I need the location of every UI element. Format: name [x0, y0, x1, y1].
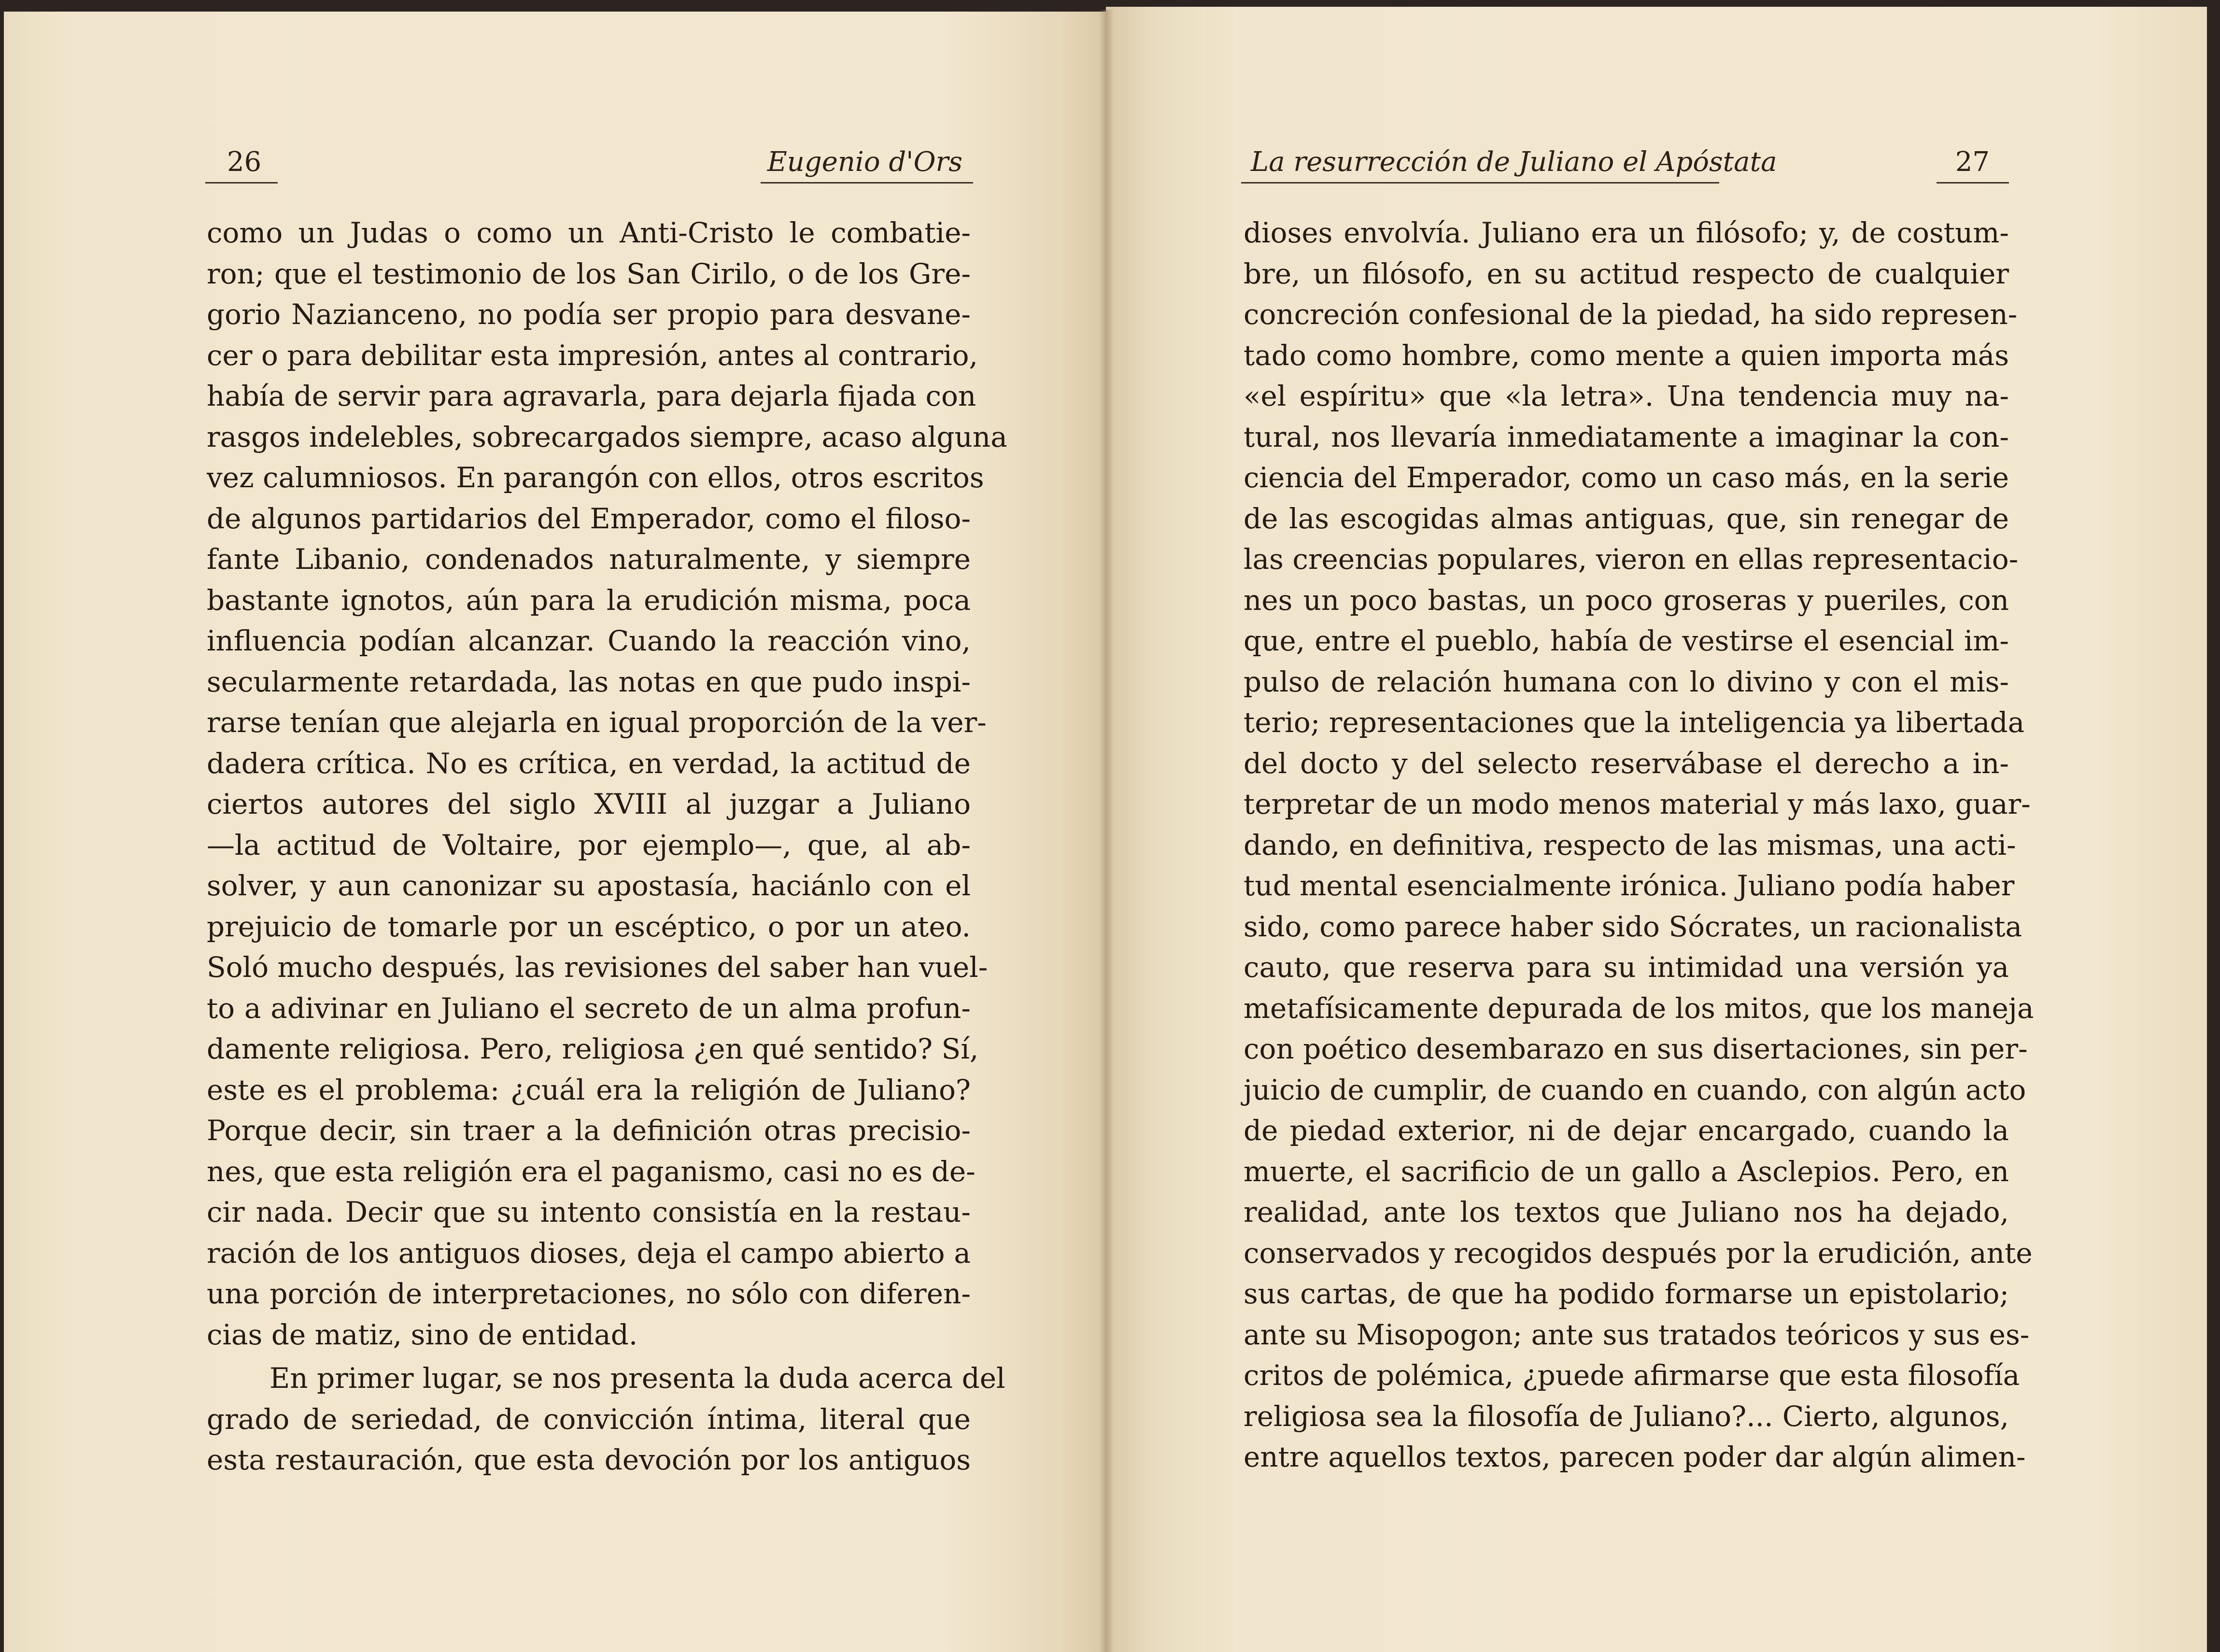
text-line: gorio Nazianceno, no podía ser propio para desvane- [207, 298, 971, 331]
text-line: En primer lugar, se nos presenta la duda acerca del [269, 1362, 1005, 1395]
text-line: metafísicamente depurada de los mitos, que los maneja [1244, 991, 2034, 1025]
book-gutter [1099, 10, 1114, 1652]
text-line: como un Judas o como un Anti-Cristo le combatie- [207, 216, 971, 249]
text-line: tural, nos llevaría inmediatamente a imaginar la con- [1244, 420, 2009, 453]
paragraph [1244, 212, 2034, 1478]
text-line: —la actitud de Voltaire, por ejemplo—, que, al ab- [207, 828, 971, 861]
text-line: este es el problema: ¿cuál era la religión de Juliano? [207, 1073, 971, 1106]
text-line: cer o para debilitar esta impresión, antes al contrario, [207, 339, 978, 372]
page-number-rule-right [1937, 182, 2009, 184]
text-line: ciertos autores del siglo XVIII al juzgar a Juliano [207, 788, 971, 820]
text-line: concreción confesional de la piedad, ha sido represen- [1244, 298, 2018, 331]
text-line: sido, como parece haber sido Sócrates, un racionalista [1244, 910, 2022, 943]
text-line: solver, y aun canonizar su apostasía, haciánlo con el [207, 869, 971, 902]
text-line: grado de seriedad, de convicción íntima, literal que [207, 1402, 971, 1436]
text-line: rasgos indelebles, sobrecargados siempre, acaso alguna [207, 420, 1007, 453]
text-line: una porción de interpretaciones, no sólo con diferen- [207, 1277, 971, 1310]
text-line: damente religiosa. Pero, religiosa ¿en qué sentido? Sí, [207, 1032, 979, 1065]
text-line: dando, en definitiva, respecto de las mismas, una acti- [1244, 828, 2016, 861]
text-line: prejuicio de tomarle por un escéptico, o por un ateo. [207, 910, 971, 943]
text-line: fante Libanio, condenados naturalmente, y siempre [207, 543, 971, 576]
text-line: critos de polémica, ¿puede afirmarse que esta filosofía [1244, 1359, 2020, 1392]
text-line: dadera crítica. No es crítica, en verdad, la actitud de [207, 747, 971, 780]
text-line: juicio de cumplir, de cuando en cuando, con algún acto [1244, 1073, 2026, 1106]
text-line: de piedad exterior, ni de dejar encargado, cuando la [1244, 1114, 2009, 1147]
text-line: de algunos partidarios del Emperador, como el filoso- [207, 502, 971, 535]
text-line: tado como hombre, como mente a quien importa más [1244, 339, 2009, 372]
text-line: nes un poco bastas, un poco groseras y pueriles, con [1244, 583, 2009, 617]
text-line: bastante ignotos, aún para la erudición misma, poca [207, 583, 971, 617]
running-head-right: La resurrección de Juliano el Apóstata [1251, 146, 1777, 178]
page-number-right: 27 [1955, 146, 1990, 178]
text-line: cauto, que reserva para su intimidad una versión ya [1244, 951, 2009, 984]
text-line: nes, que esta religión era el paganismo, casi no es de- [207, 1155, 976, 1188]
text-line: to a adivinar en Juliano el secreto de un alma profun- [207, 991, 971, 1025]
text-line: tud mental esencialmente irónica. Juliano podía haber [1244, 869, 2015, 902]
right-page-header [1241, 146, 2009, 184]
text-line: ron; que el testimonio de los San Cirilo, o de los Gre- [207, 257, 971, 290]
paragraph [207, 1358, 1005, 1481]
text-line: secularmente retardada, las notas en que pudo inspi- [207, 665, 971, 698]
text-line: que, entre el pueblo, había de vestirse el esencial im- [1244, 624, 2009, 657]
text-line: había de servir para agravarla, para dejarla fijada con [207, 380, 976, 412]
text-line: terpretar de un modo menos material y más laxo, guar- [1244, 788, 2031, 820]
text-line: muerte, el sacrificio de un gallo a Asclepios. Pero, en [1244, 1155, 2009, 1188]
text-line: de las escogidas almas antiguas, que, sin renegar de [1244, 502, 2009, 535]
text-line: rarse tenían que alejarla en igual proporción de la ver- [207, 706, 987, 739]
running-head-rule-left [761, 182, 973, 184]
text-line: cias de matiz, sino de entidad. [207, 1318, 638, 1351]
text-line: entre aquellos textos, parecen poder dar algún alimen- [1244, 1440, 2026, 1473]
text-line: sus cartas, de que ha podido formarse un epistolario; [1244, 1277, 2009, 1310]
text-line: dioses envolvía. Juliano era un filósofo; y, de costum- [1244, 216, 2009, 249]
text-line: «el espíritu» que «la letra». Una tendencia muy na- [1244, 380, 2009, 412]
text-line: religiosa sea la filosofía de Juliano?... Cierto, algunos, [1244, 1399, 2009, 1433]
left-page-body [207, 212, 1007, 1481]
text-line: ciencia del Emperador, como un caso más, en la serie [1244, 461, 2009, 494]
paragraph [207, 212, 1007, 1355]
text-line: con poético desembarazo en sus disertaciones, sin per- [1244, 1032, 2028, 1065]
text-line: esta restauración, que esta devoción por los antiguos [207, 1443, 971, 1476]
running-head-rule-right [1241, 182, 1719, 184]
text-line: influencia podían alcanzar. Cuando la reacción vino, [207, 624, 971, 657]
text-line: bre, un filósofo, en su actitud respecto de cualquier [1244, 257, 2009, 290]
text-line: cir nada. Decir que su intento consistía en la restau- [207, 1196, 971, 1228]
text-line: ración de los antiguos dioses, deja el campo abierto a [207, 1236, 971, 1270]
text-line: Porque decir, sin traer a la definición otras precisio- [207, 1114, 971, 1147]
text-line: Soló mucho después, las revisiones del saber han vuel- [207, 951, 988, 984]
text-line: ante su Misopogon; ante sus tratados teóricos y sus es- [1244, 1318, 2030, 1351]
text-line: las creencias populares, vieron en ellas representacio- [1244, 543, 2019, 576]
text-line: terio; representaciones que la inteligencia ya libertada [1244, 706, 2025, 739]
page-number-rule-left [205, 182, 278, 184]
text-line: realidad, ante los textos que Juliano nos ha dejado, [1244, 1196, 2009, 1228]
page-number-left: 26 [227, 146, 262, 178]
text-line: pulso de relación humana con lo divino y con el mis- [1244, 665, 2009, 698]
text-line: del docto y del selecto reservábase el derecho a in- [1244, 747, 2009, 780]
left-page-header [205, 146, 973, 184]
right-page-body [1244, 212, 2034, 1478]
text-line: vez calumniosos. En parangón con ellos, otros escritos [207, 461, 984, 494]
text-line: conservados y recogidos después por la erudición, ante [1244, 1236, 2033, 1270]
running-head-left: Eugenio d'Ors [767, 146, 962, 178]
